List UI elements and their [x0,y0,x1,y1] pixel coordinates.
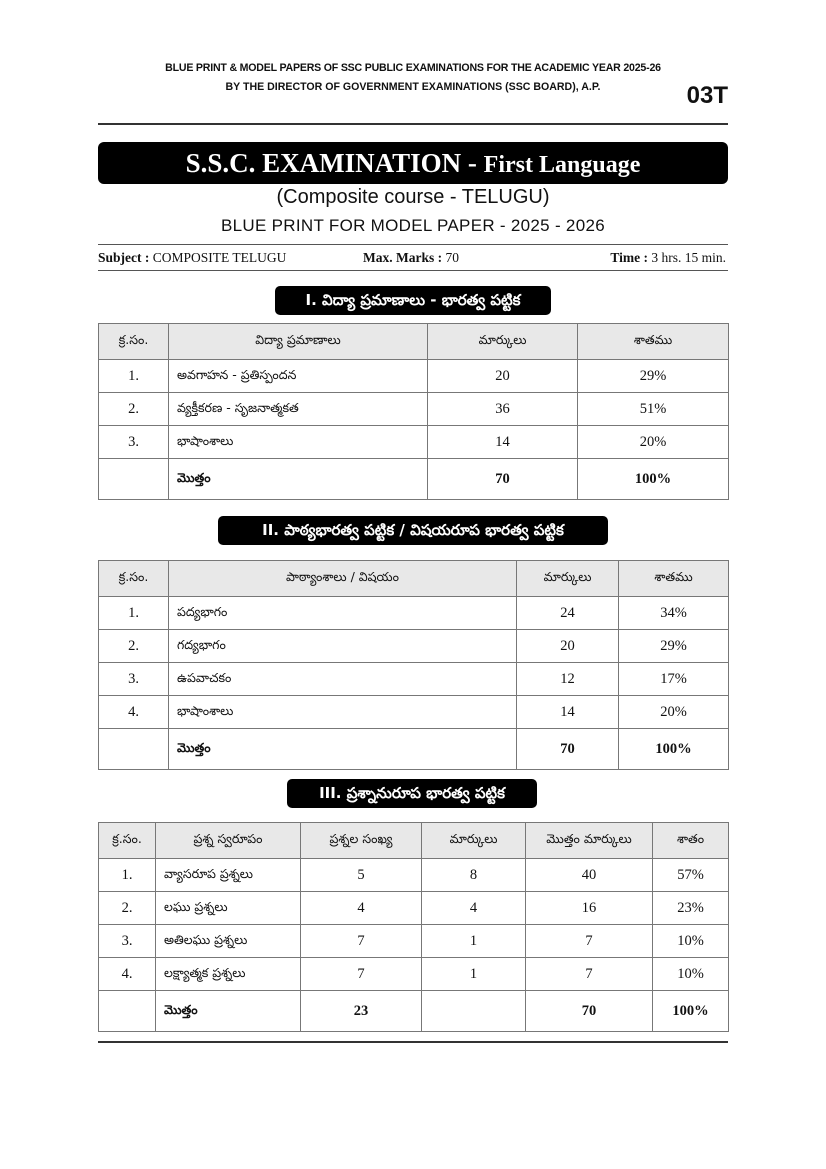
table-row [99,597,729,630]
time-info [610,250,726,266]
label-cell: వ్యక్తీకరణ - సృజనాత్మకత [169,393,428,426]
divider [98,244,728,245]
value-cell: 23% [653,892,729,925]
value-cell: 1 [422,958,526,991]
column-header: ప్రశ్న స్వరూపం [156,823,301,859]
course-title: (Composite course - TELUGU) [276,186,550,208]
serial-cell: 1. [99,597,169,630]
table-row [99,859,729,892]
value-cell: 16 [526,892,653,925]
table-row [99,958,729,991]
serial-cell: 1. [99,360,169,393]
table-total-row [99,991,729,1032]
exam-subtitle: First Language [483,152,641,178]
value-cell: 14 [428,426,578,459]
label-cell: అతిలఘు ప్రశ్నలు [156,925,301,958]
label-cell: మొత్తం [169,729,517,770]
table-row [99,696,729,729]
paper-code: 03T [686,82,728,109]
column-header: మార్కులు [428,324,578,360]
value-cell: 20% [619,696,729,729]
label-cell: గద్యభాగం [169,630,517,663]
value-cell: 7 [301,958,422,991]
label-cell: లక్ష్యాత్మక ప్రశ్నలు [156,958,301,991]
serial-cell [99,459,169,500]
column-header: క్ర.సం. [99,324,169,360]
weightage-table-1 [98,323,729,500]
serial-cell: 2. [99,393,169,426]
column-header: మొత్తం మార్కులు [526,823,653,859]
section-3-heading: III. ప్రశ్నానురూప భారత్వ పట్టిక [287,779,537,808]
divider [98,123,728,125]
table-row [99,663,729,696]
subject-label: Subject : [98,250,150,265]
marks-value: 70 [442,250,459,265]
value-cell: 29% [619,630,729,663]
column-header: క్ర.సం. [99,823,156,859]
value-cell: 24 [517,597,619,630]
serial-cell: 2. [99,892,156,925]
serial-cell: 2. [99,630,169,663]
time-label: Time : [610,250,648,265]
value-cell: 4 [422,892,526,925]
value-cell: 7 [526,958,653,991]
value-cell: 70 [526,991,653,1032]
label-cell: వ్యాసరూప ప్రశ్నలు [156,859,301,892]
column-header: మార్కులు [517,561,619,597]
table-total-row [99,729,729,770]
value-cell: 100% [578,459,729,500]
serial-cell: 3. [99,925,156,958]
value-cell: 23 [301,991,422,1032]
value-cell: 100% [619,729,729,770]
column-header: క్ర.సం. [99,561,169,597]
weightage-table-2 [98,560,729,770]
marks-label: Max. Marks : [363,250,443,265]
column-header: శాతము [578,324,729,360]
value-cell: 10% [653,958,729,991]
exam-title: S.S.C. EXAMINATION - [185,148,484,178]
label-cell: ఉపవాచకం [169,663,517,696]
value-cell: 1 [422,925,526,958]
label-cell: మొత్తం [169,459,428,500]
value-cell: 36 [428,393,578,426]
section-1-heading: I. విద్యా ప్రమాణాలు - భారత్వ పట్టిక [275,286,551,315]
header-line-2: BY THE DIRECTOR OF GOVERNMENT EXAMINATIONS (SSC BOARD), A.P. [225,81,601,93]
value-cell: 34% [619,597,729,630]
value-cell: 51% [578,393,729,426]
value-cell: 17% [619,663,729,696]
serial-cell [99,729,169,770]
serial-cell: 3. [99,426,169,459]
value-cell: 8 [422,859,526,892]
value-cell: 4 [301,892,422,925]
time-value: 3 hrs. 15 min. [647,250,726,265]
label-cell: భాషాంశాలు [169,426,428,459]
label-cell: పద్యభాగం [169,597,517,630]
value-cell: 57% [653,859,729,892]
value-cell: 70 [517,729,619,770]
value-cell: 7 [526,925,653,958]
table-row [99,892,729,925]
header-line-1: BLUE PRINT & MODEL PAPERS OF SSC PUBLIC EXAMINATIONS FOR THE ACADEMIC YEAR 2025-26 [165,62,661,74]
table-header-row [99,823,729,859]
divider [98,270,728,271]
column-header: శాతం [653,823,729,859]
label-cell: భాషాంశాలు [169,696,517,729]
subject-info [98,250,286,266]
column-header: ప్రశ్నల సంఖ్య [301,823,422,859]
section-2-heading: II. పాఠ్యభారత్వ పట్టిక / విషయరూప భారత్వ పట్టిక [218,516,608,545]
table-row [99,393,729,426]
value-cell: 70 [428,459,578,500]
value-cell [422,991,526,1032]
value-cell: 40 [526,859,653,892]
label-cell: మొత్తం [156,991,301,1032]
marks-info [363,250,459,266]
value-cell: 100% [653,991,729,1032]
value-cell: 20 [428,360,578,393]
table-header-row [99,561,729,597]
value-cell: 7 [301,925,422,958]
value-cell: 20 [517,630,619,663]
value-cell: 14 [517,696,619,729]
table-row [99,630,729,663]
table-total-row [99,459,729,500]
column-header: పాఠ్యాంశాలు / విషయం [169,561,517,597]
value-cell: 12 [517,663,619,696]
column-header: మార్కులు [422,823,526,859]
serial-cell: 3. [99,663,169,696]
table-row [99,426,729,459]
value-cell: 29% [578,360,729,393]
serial-cell: 1. [99,859,156,892]
value-cell: 10% [653,925,729,958]
serial-cell: 4. [99,958,156,991]
table-row [99,360,729,393]
label-cell: అవగాహన - ప్రతిస్పందన [169,360,428,393]
table-row [99,925,729,958]
value-cell: 5 [301,859,422,892]
serial-cell [99,991,156,1032]
column-header: విద్యా ప్రమాణాలు [169,324,428,360]
column-header: శాతము [619,561,729,597]
exam-title-banner [98,142,728,184]
bottom-divider [98,1041,728,1043]
weightage-table-3 [98,822,729,1032]
value-cell: 20% [578,426,729,459]
subject-value: COMPOSITE TELUGU [149,250,287,265]
label-cell: లఘు ప్రశ్నలు [156,892,301,925]
table-header-row [99,324,729,360]
blueprint-title: BLUE PRINT FOR MODEL PAPER - 2025 - 2026 [221,216,605,235]
serial-cell: 4. [99,696,169,729]
